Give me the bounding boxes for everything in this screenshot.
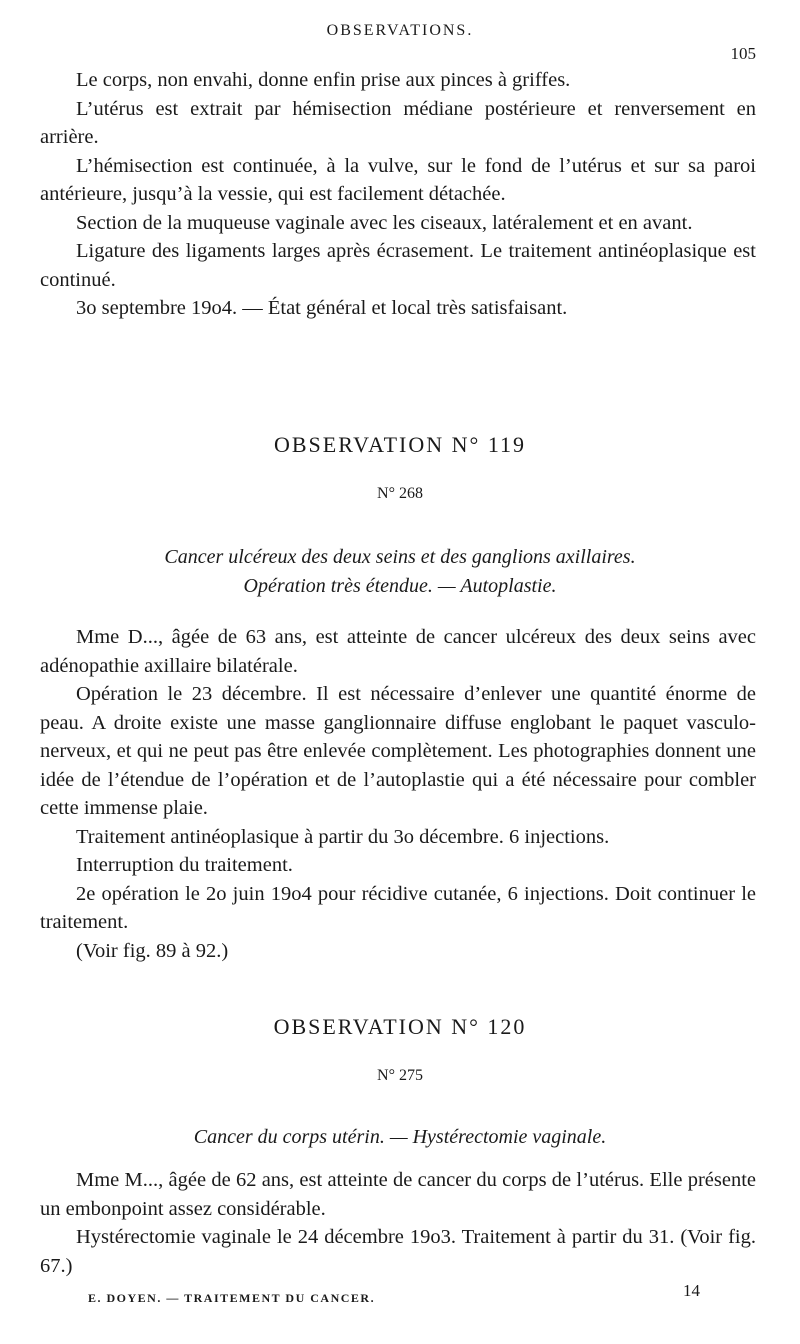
footer-author-title: E. DOYEN. — TRAITEMENT DU CANCER. [88,1291,376,1305]
paragraph: Traitement antinéoplasique à partir du 3o décembre. 6 injections. [76,825,610,848]
paragraph: 2e opération le 2o juin 19o4 pour récidive cutanée, 6 injections. Doit continuer le traitement. [40,882,756,933]
paragraph: Mme D..., âgée de 63 ans, est atteinte de cancer ulcéreux des deux seins avec adénopathie axillaire bilatérale. [40,626,756,677]
paragraph: Interruption du traitement. [76,854,293,876]
paragraph: L’utérus est extrait par hémisection médiane postérieure et renversement en arrière. [40,97,756,148]
paragraph: Mme M..., âgée de 62 ans, est atteinte de cancer du corps de l’utérus. Elle présente un embonpoint assez considérable. [40,1169,756,1220]
paragraph: L’hémisection est continuée, à la vulve, sur le fond de l’utérus et sur sa paroi antérieure, jusqu’à la vessie, qui est facilement détachée. [40,154,756,205]
paragraph: Le corps, non envahi, donne enfin prise aux pinces à griffes. [76,69,571,91]
observation-120-text [40,1166,756,1280]
running-head: OBSERVATIONS. [326,22,474,39]
paragraph: Opération le 23 décembre. Il est nécessaire d’enlever une quantité énorme de peau. A droite existe une masse ganglionnaire diffuse englobant le paquet vasculo-nerveux, et qui ne peut pas être enlevée complètement. Les photographies donnent une idée de l’étendue de l’opération et de l’autoplastie qui a été nécessaire pour combler cette immense plaie. [40,683,756,819]
observation-120-number: N° 275 [377,1067,423,1084]
subtitle-line: Cancer ulcéreux des deux seins et des ganglions axillaires. [164,546,636,568]
page-number: 105 [730,44,756,63]
observation-120-subtitle: Cancer du corps utérin. — Hystérectomie vaginale. [193,1126,607,1148]
observation-119-number: N° 268 [377,485,423,502]
subtitle-line: Opération très étendue. — Autoplastie. [243,575,557,597]
observation-120-title: OBSERVATION N° 120 [273,1014,527,1039]
footer-signature: 14 [683,1281,700,1300]
paragraph: Ligature des ligaments larges après écrasement. Le traitement antinéoplasique est continué. [40,240,756,291]
paragraph: (Voir fig. 89 à 92.) [76,939,229,962]
observation-119-subtitle [0,543,800,601]
continuation-text [40,66,756,323]
paragraph: 3o septembre 19o4. — État général et local très satisfaisant. [76,297,568,319]
observation-119-text [40,623,756,965]
paragraph: Section de la muqueuse vaginale avec les ciseaux, latéralement et en avant. [76,211,693,234]
observation-119-title: OBSERVATION N° 119 [273,432,527,457]
paragraph: Hystérectomie vaginale le 24 décembre 19o3. Traitement à partir du 31. (Voir fig. 67.) [40,1226,756,1277]
